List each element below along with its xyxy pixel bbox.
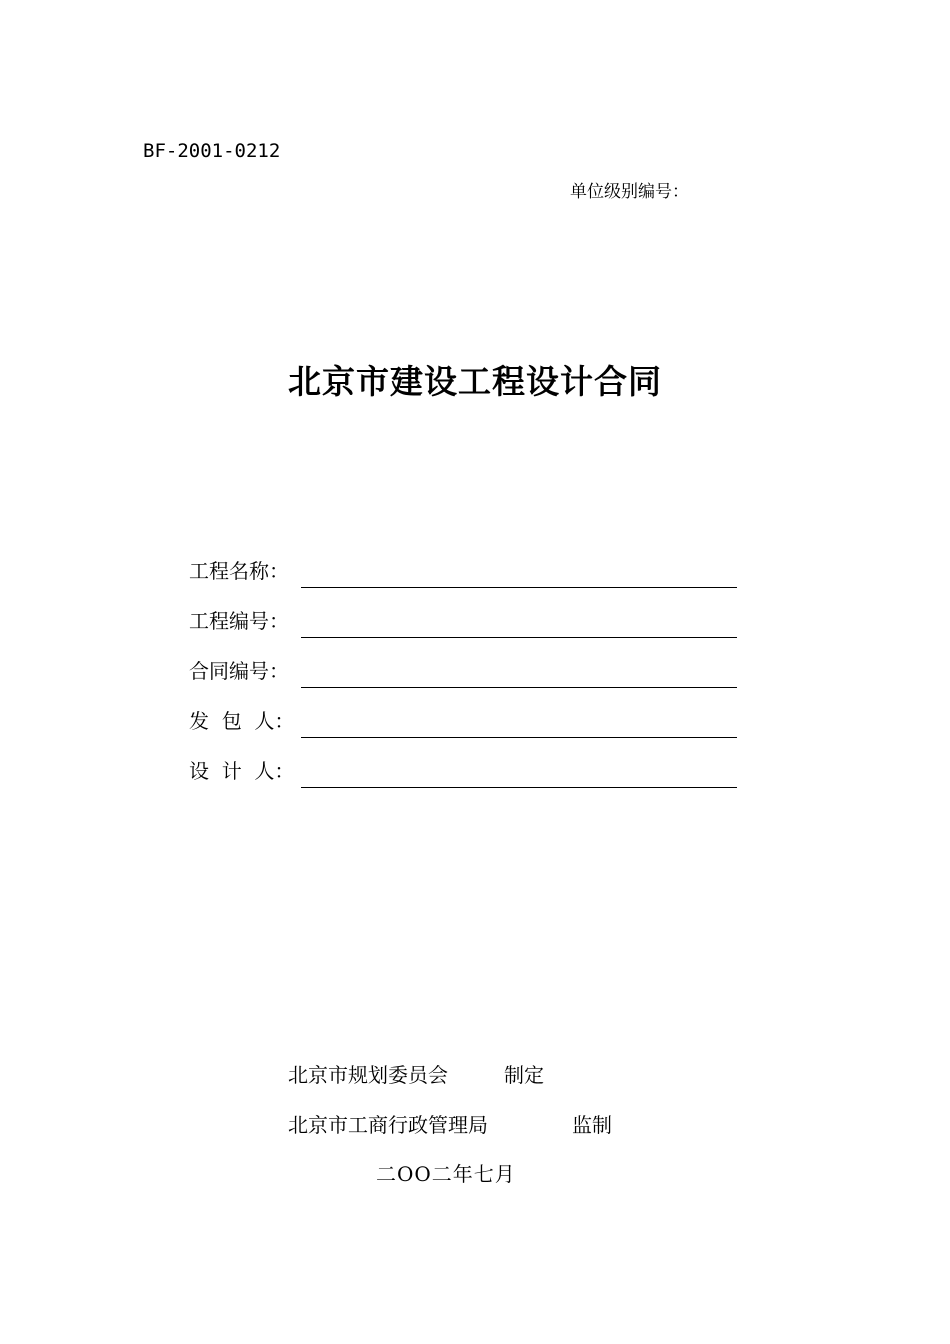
field-label-contract-number: 合同编号： [189,659,289,683]
designer-blank-line[interactable] [301,787,737,788]
footer-org1-name: 北京市规划委员会 [288,1063,448,1087]
footer-org1-action: 制定 [504,1063,544,1087]
field-label-employer: 发 包 人： [189,709,295,733]
field-label-project-number: 工程编号： [189,609,289,633]
field-designer [189,758,737,788]
field-label-project-name: 工程名称： [189,559,289,583]
document-code: BF-2001-0212 [143,140,281,162]
employer-blank-line[interactable] [301,737,737,738]
project-name-blank-line[interactable] [301,587,737,588]
footer-org2-name: 北京市工商行政管理局 [288,1113,488,1137]
footer-org2-action: 监制 [572,1113,612,1137]
field-employer [189,708,737,738]
field-project-name [189,558,737,588]
field-label-designer: 设 计 人： [189,759,295,783]
field-project-number [189,608,737,638]
field-contract-number [189,658,737,688]
footer-date: 二OO二年七月 [376,1162,516,1186]
contract-title: 北京市建设工程设计合同 [288,362,662,401]
unit-level-number-label: 单位级别编号： [570,182,689,202]
project-number-blank-line[interactable] [301,637,737,638]
contract-number-blank-line[interactable] [301,687,737,688]
